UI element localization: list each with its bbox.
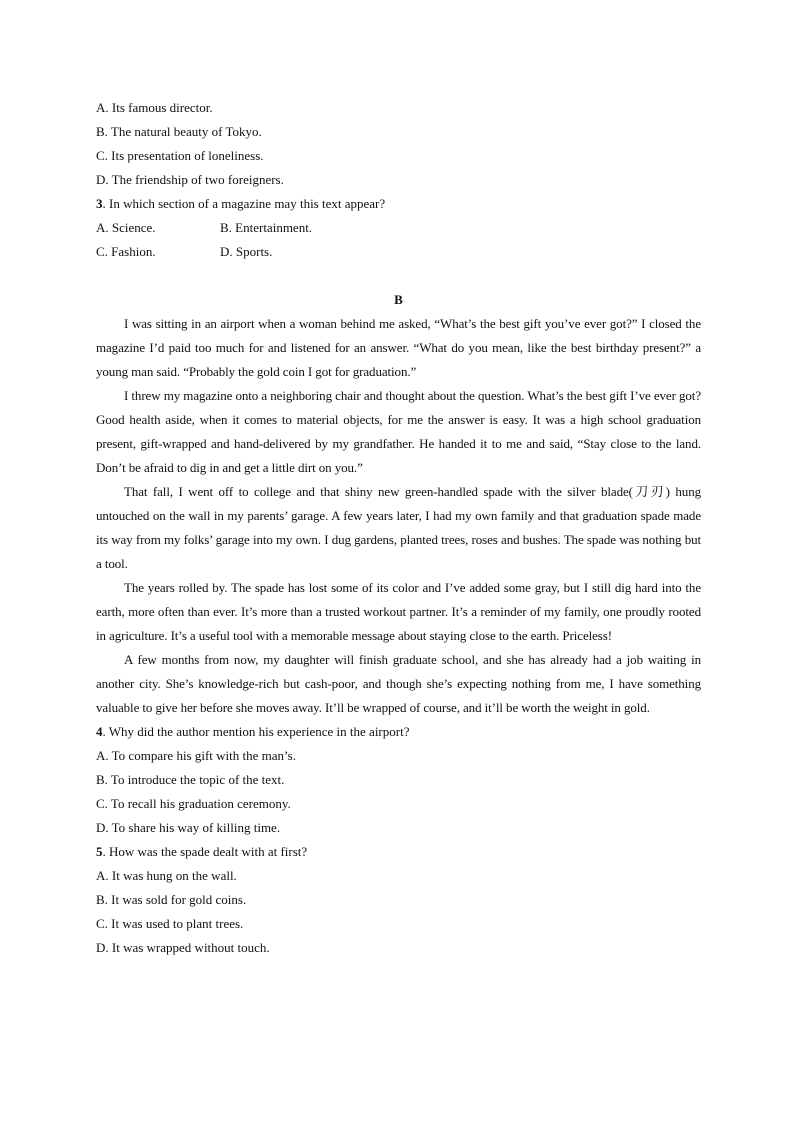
q3-option-c: C. Fashion. [96, 244, 156, 259]
q5-number: 5 [96, 844, 103, 859]
q4-option-d: D. To share his way of killing time. [96, 820, 281, 835]
q5-option-a: A. It was hung on the wall. [96, 868, 237, 883]
q4-number: 4 [96, 724, 103, 739]
q5-option-d: D. It was wrapped without touch. [96, 940, 270, 955]
exam-page [96, 96, 701, 960]
q5-option-b: B. It was sold for gold coins. [96, 892, 247, 907]
q3-options-row2 [96, 240, 701, 264]
q2-option-c: C. Its presentation of loneliness. [96, 148, 264, 163]
passage-paragraph: That fall, I went off to college and that shiny new green-handled spade with the silver blade(刀刃) hung untouched on the wall in my parents’ garage. A few years later, I had my own family and that graduation spade made its way from my folks’ garage into my own. I dug gardens, planted trees, roses and bushes. The spade was nothing but a tool. [96, 484, 701, 571]
q4-option-c: C. To recall his graduation ceremony. [96, 796, 291, 811]
q4-question [96, 720, 701, 744]
passage-paragraph: A few months from now, my daughter will finish graduate school, and she has already had a job waiting in another city. She’s knowledge-rich but cash-poor, and though she’s expecting nothing from me, I have something valuable to give her before she moves away. It’ll be wrapped of course, and it’ll be worth the weight in gold. [96, 652, 701, 715]
q2-option-a: A. Its famous director. [96, 100, 213, 115]
q5-text: . How was the spade dealt with at first? [102, 844, 308, 859]
passage-paragraph: The years rolled by. The spade has lost some of its color and I’ve added some gray, but I still dig hard into the earth, more often than ever. It’s more than a trusted workout partner. It’s a reminder of my family, one proudly rooted in agriculture. It’s a useful tool with a memorable message about staying close to the earth. Priceless! [96, 580, 701, 643]
q4-option-b: B. To introduce the topic of the text. [96, 772, 285, 787]
q4-text: . Why did the author mention his experience in the airport? [102, 724, 410, 739]
section-title: B [394, 292, 403, 307]
q5-question [96, 840, 701, 864]
passage-paragraph: I threw my magazine onto a neighboring chair and thought about the question. What’s the best gift I’ve ever got? Good health aside, when it comes to material objects, for me the answer is easy. It was a high school graduation present, gift-wrapped and hand-delivered by my grandfather. He handed it to me and said, “Stay close to the land. Don’t be afraid to dig in and get a little dirt on you.” [96, 388, 701, 475]
q4-option-a: A. To compare his gift with the man’s. [96, 748, 296, 763]
q5-option-c: C. It was used to plant trees. [96, 916, 244, 931]
q3-options-row1 [96, 216, 701, 240]
q3-option-b: B. Entertainment. [220, 220, 313, 235]
q3-text: . In which section of a magazine may this text appear? [102, 196, 386, 211]
q3-option-d: D. Sports. [220, 244, 273, 259]
q2-option-d: D. The friendship of two foreigners. [96, 172, 284, 187]
q3-number: 3 [96, 196, 103, 211]
q3-question [96, 192, 701, 216]
q3-option-a: A. Science. [96, 220, 156, 235]
q2-option-b: B. The natural beauty of Tokyo. [96, 124, 262, 139]
passage-paragraph: I was sitting in an airport when a woman behind me asked, “What’s the best gift you’ve ever got?” I closed the magazine I’d paid too much for and listened for an answer. “What do you mean, like the best birthday present?” a young man said. “Probably the gold coin I got for graduation.” [96, 316, 701, 379]
